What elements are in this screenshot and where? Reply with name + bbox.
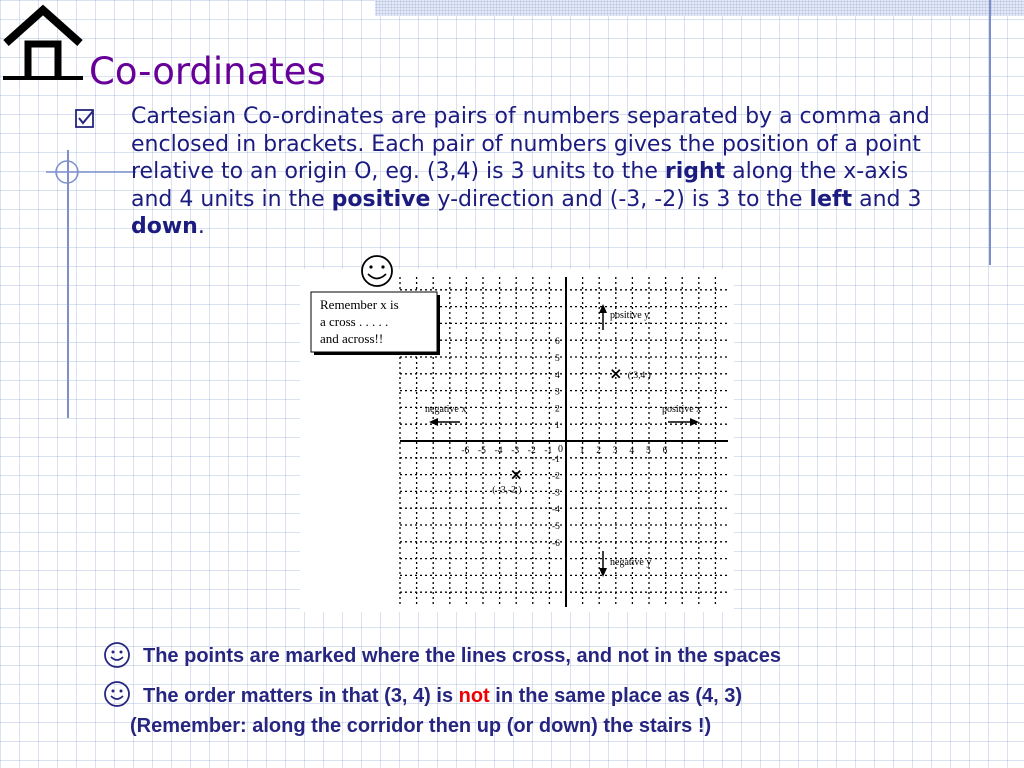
point-label: ( 3,4 ): [627, 370, 651, 381]
decorative-top-band: [375, 0, 1024, 16]
y-tick-label: -3: [552, 488, 560, 499]
home-icon[interactable]: [2, 4, 84, 80]
paragraph-text: and 3: [852, 186, 922, 212]
decorative-line: [989, 0, 991, 265]
paragraph-text: along the x-axis and 4 units in the: [131, 159, 909, 212]
x-tick-label: 6: [662, 446, 668, 456]
remember-line-2: a cross . . . . .: [320, 314, 389, 329]
positive-x-label: positive x: [662, 404, 702, 415]
bullet-2: [143, 685, 742, 708]
origin-label: 0: [558, 444, 563, 455]
y-tick-label: -4: [552, 505, 560, 516]
bullet-2-text: The order matters in that (3, 4) is: [143, 685, 459, 707]
x-tick-label: 3: [612, 446, 618, 456]
positive-y-label: positive y: [610, 310, 650, 321]
remember-line-3: and across!!: [320, 331, 384, 346]
bullet-2-line-2: (Remember: along the corridor then up (or down) the stairs !): [130, 715, 712, 737]
y-tick-label: 3: [555, 387, 560, 398]
emphasis-left: left: [809, 186, 853, 212]
y-tick-label: 4: [555, 370, 560, 381]
decorative-line: [67, 150, 69, 418]
intro-paragraph: [131, 103, 951, 241]
page-title: Co-ordinates: [89, 50, 326, 93]
remember-note: [311, 292, 440, 355]
x-tick-label: 2: [596, 446, 601, 456]
smiley-icon: [103, 680, 131, 708]
checked-box-icon: [74, 108, 96, 130]
emphasis-right: right: [664, 159, 726, 184]
x-tick-label: 5: [646, 446, 651, 456]
x-tick-label: -4: [494, 446, 503, 456]
smiley-icon: [103, 641, 131, 669]
coordinate-grid-figure: [300, 255, 734, 612]
emphasis-down: down: [131, 214, 198, 239]
point-label: ( -3,-2 ): [492, 485, 522, 496]
negative-x-label: negative x: [425, 404, 467, 415]
y-tick-label: 6: [555, 337, 560, 348]
x-tick-label: -1: [544, 446, 553, 456]
emphasis-not: not: [458, 685, 490, 707]
decorative-circle-cross: [46, 158, 136, 186]
y-tick-label: 1: [555, 421, 560, 432]
paragraph-text: .: [197, 214, 205, 239]
negative-y-label: negative y: [610, 557, 652, 568]
x-tick-label: -6: [461, 446, 470, 456]
y-tick-label: 2: [555, 404, 560, 415]
x-tick-label: -5: [478, 446, 486, 456]
y-tick-label: -1: [552, 454, 560, 465]
x-tick-label: 4: [629, 446, 635, 456]
y-tick-label: -2: [552, 471, 560, 482]
x-tick-label: -2: [527, 446, 536, 456]
smiley-icon: [362, 256, 392, 286]
remember-line-1: Remember x is: [320, 297, 399, 312]
y-tick-label: -6: [552, 538, 560, 549]
bullet-2-text-end: in the same place as (4, 3): [489, 685, 743, 707]
y-tick-label: -5: [552, 522, 560, 532]
bullet-1: The points are marked where the lines cross, and not in the spaces: [143, 645, 781, 667]
paragraph-text: y-direction and (-3, -2) is 3 to the: [430, 186, 810, 212]
y-tick-label: 5: [555, 354, 560, 364]
emphasis-positive: positive: [331, 186, 431, 212]
paragraph-text: Cartesian Co-ordinates are pairs of numbers separated by a comma and enclosed in brackets. Each pair of numbers gives the position of a point relative to an origin O, eg. (3,4) is 3 units to the: [131, 104, 930, 184]
x-tick-label: 1: [579, 446, 585, 456]
x-tick-label: -3: [511, 446, 520, 456]
